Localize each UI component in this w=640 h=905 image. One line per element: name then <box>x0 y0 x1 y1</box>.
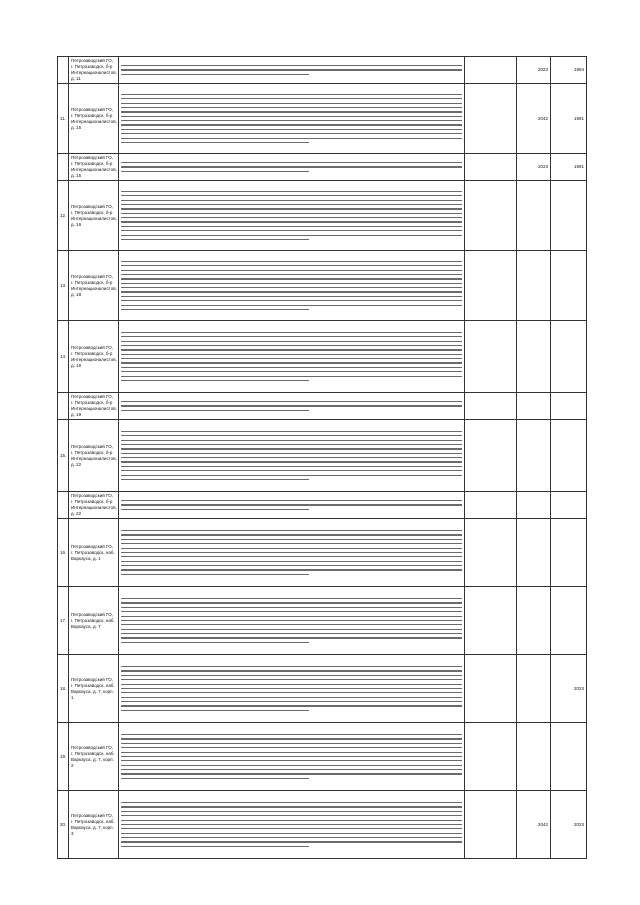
text-line <box>121 692 462 693</box>
code-cell <box>465 420 517 492</box>
text-line <box>121 470 462 471</box>
row-number-cell: 13. <box>58 251 69 321</box>
text-line <box>121 629 462 630</box>
text-line <box>121 846 309 847</box>
work-description-cell <box>119 492 465 519</box>
code-cell <box>465 181 517 251</box>
text-line <box>121 611 462 612</box>
year-built-cell: 1991 <box>551 154 587 181</box>
text-line <box>121 569 462 570</box>
year-built-cell <box>551 181 587 251</box>
text-line <box>121 217 462 218</box>
text-line <box>121 142 309 143</box>
year-planned-cell <box>517 251 551 321</box>
text-line <box>121 778 309 779</box>
text-line <box>121 684 462 685</box>
text-line <box>121 265 462 266</box>
text-line <box>121 457 462 458</box>
text-line <box>121 565 462 566</box>
text-line <box>121 504 462 505</box>
text-line <box>121 769 462 770</box>
code-cell <box>465 154 517 181</box>
row-number-cell: 20. <box>58 791 69 859</box>
code-cell <box>465 393 517 420</box>
row-number-cell <box>58 57 69 84</box>
text-line <box>121 747 462 748</box>
code-cell <box>465 84 517 154</box>
text-line <box>121 688 462 689</box>
text-line <box>121 291 462 292</box>
year-planned-cell: 2042 <box>517 791 551 859</box>
work-description-cell <box>119 251 465 321</box>
text-line <box>121 65 462 66</box>
text-line <box>121 820 462 821</box>
text-line <box>121 120 462 121</box>
text-line <box>121 376 462 377</box>
table-row <box>58 723 587 791</box>
year-planned-cell <box>517 393 551 420</box>
year-built-cell <box>551 321 587 393</box>
text-line <box>121 371 462 372</box>
row-number-cell: 12. <box>58 181 69 251</box>
row-number-cell <box>58 492 69 519</box>
text-line <box>121 98 462 99</box>
address-cell: Петрозаводский ГО, г. Петрозаводск, наб. Варкауса, д. 7, корп. 1 <box>69 655 119 723</box>
text-line <box>121 824 462 825</box>
address-cell: Петрозаводский ГО, г. Петрозаводск, б-р Интернационалистов, д. 19 <box>69 321 119 393</box>
text-line <box>121 204 462 205</box>
text-line <box>121 401 462 402</box>
address-cell: Петрозаводский ГО, г. Петрозаводск, наб. Варкауса, д. 7, корп. 3 <box>69 791 119 859</box>
text-line <box>121 116 462 117</box>
year-built-cell <box>551 587 587 655</box>
text-line <box>121 235 462 236</box>
text-line <box>121 239 309 240</box>
text-line <box>121 466 462 467</box>
text-line <box>121 287 462 288</box>
text-line <box>121 602 462 603</box>
year-planned-cell: 2023 <box>517 154 551 181</box>
table-row <box>58 84 587 154</box>
text-line <box>121 734 462 735</box>
register-table <box>57 56 587 859</box>
text-line <box>121 534 462 535</box>
row-number-cell <box>58 154 69 181</box>
text-line <box>121 705 462 706</box>
year-planned-cell <box>517 587 551 655</box>
text-line <box>121 624 462 625</box>
text-line <box>121 336 462 337</box>
text-line <box>121 74 309 75</box>
text-line <box>121 345 462 346</box>
work-description-cell <box>119 420 465 492</box>
work-description-cell <box>119 519 465 587</box>
row-number-cell <box>58 393 69 420</box>
year-built-cell <box>551 393 587 420</box>
address-cell: Петрозаводский ГО, г. Петрозаводск, б-р Интернационалистов, д. 18 <box>69 251 119 321</box>
text-line <box>121 270 462 271</box>
year-planned-cell <box>517 321 551 393</box>
address-cell: Петрозаводский ГО, г. Петрозаводск, б-р Интернационалистов, д. 19 <box>69 393 119 420</box>
text-line <box>121 124 462 125</box>
work-description-cell <box>119 587 465 655</box>
text-line <box>121 410 309 411</box>
table-row <box>58 492 587 519</box>
text-line <box>121 435 462 436</box>
text-line <box>121 440 462 441</box>
table-row <box>58 791 587 859</box>
text-line <box>121 675 462 676</box>
text-line <box>121 743 462 744</box>
code-cell <box>465 492 517 519</box>
text-line <box>121 367 462 368</box>
text-line <box>121 349 462 350</box>
text-line <box>121 107 462 108</box>
text-line <box>121 752 462 753</box>
code-cell <box>465 321 517 393</box>
work-description-cell <box>119 84 465 154</box>
text-line <box>121 358 462 359</box>
year-planned-cell <box>517 420 551 492</box>
text-line <box>121 138 462 139</box>
text-line <box>121 479 309 480</box>
row-number-cell: 15. <box>58 420 69 492</box>
row-number-cell: 14. <box>58 321 69 393</box>
table-row <box>58 57 587 84</box>
text-line <box>121 283 462 284</box>
text-line <box>121 841 462 842</box>
text-line <box>121 166 462 167</box>
text-line <box>121 200 462 201</box>
year-built-cell <box>551 492 587 519</box>
text-line <box>121 475 462 476</box>
text-line <box>121 171 309 172</box>
text-line <box>121 296 462 297</box>
text-line <box>121 574 309 575</box>
address-cell: Петрозаводский ГО, г. Петрозаводск, б-р Интернационалистов, д. 22 <box>69 420 119 492</box>
work-description-cell <box>119 655 465 723</box>
table-row <box>58 154 587 181</box>
text-line <box>121 607 462 608</box>
text-line <box>121 354 462 355</box>
text-line <box>121 738 462 739</box>
work-description-cell <box>119 791 465 859</box>
table-row <box>58 655 587 723</box>
text-line <box>121 548 462 549</box>
text-line <box>121 444 462 445</box>
address-cell: Петрозаводский ГО, г. Петрозаводск, б-р Интернационалистов, д. 16 <box>69 181 119 251</box>
text-line <box>121 828 462 829</box>
text-line <box>121 332 462 333</box>
row-number-cell: 18. <box>58 655 69 723</box>
text-line <box>121 195 462 196</box>
text-line <box>121 162 462 163</box>
text-line <box>121 756 462 757</box>
text-line <box>121 509 309 510</box>
text-line <box>121 453 462 454</box>
text-line <box>121 278 462 279</box>
text-line <box>121 111 462 112</box>
text-line <box>121 341 462 342</box>
text-line <box>121 556 462 557</box>
text-line <box>121 226 462 227</box>
text-line <box>121 710 309 711</box>
work-description-cell <box>119 181 465 251</box>
text-line <box>121 309 309 310</box>
table-row <box>58 251 587 321</box>
text-line <box>121 261 462 262</box>
text-line <box>121 552 462 553</box>
text-line <box>121 773 462 774</box>
code-cell <box>465 791 517 859</box>
address-cell: Петрозаводский ГО, г. Петрозаводск, наб. Варкауса, д. 7 <box>69 587 119 655</box>
year-planned-cell <box>517 492 551 519</box>
text-line <box>121 500 462 501</box>
text-line <box>121 405 462 406</box>
text-line <box>121 598 462 599</box>
text-line <box>121 833 462 834</box>
text-line <box>121 637 462 638</box>
address-cell: Петрозаводский ГО, г. Петрозаводск, наб. Варкауса, д. 7, корп. 2 <box>69 723 119 791</box>
text-line <box>121 806 462 807</box>
year-built-cell <box>551 251 587 321</box>
text-line <box>121 230 462 231</box>
address-cell: Петрозаводский ГО, г. Петрозаводск, б-р Интернационалистов, д. 15 <box>69 84 119 154</box>
code-cell <box>465 251 517 321</box>
text-line <box>121 530 462 531</box>
year-built-cell <box>551 519 587 587</box>
row-number-cell: 17. <box>58 587 69 655</box>
work-description-cell <box>119 723 465 791</box>
text-line <box>121 616 462 617</box>
register-table-body <box>58 57 587 859</box>
code-cell <box>465 57 517 84</box>
row-number-cell: 16. <box>58 519 69 587</box>
text-line <box>121 837 462 838</box>
year-planned-cell <box>517 181 551 251</box>
row-number-cell: 11. <box>58 84 69 154</box>
text-line <box>121 670 462 671</box>
text-line <box>121 191 462 192</box>
table-row <box>58 181 587 251</box>
text-line <box>121 208 462 209</box>
year-planned-cell: 2042 <box>517 84 551 154</box>
row-number-cell: 19. <box>58 723 69 791</box>
table-row <box>58 587 587 655</box>
address-cell: Петрозаводский ГО, г. Петрозаводск, б-р Интернационалистов, д. 15 <box>69 154 119 181</box>
text-line <box>121 69 462 70</box>
text-line <box>121 431 462 432</box>
text-line <box>121 300 462 301</box>
text-line <box>121 213 462 214</box>
text-line <box>121 133 462 134</box>
work-description-cell <box>119 321 465 393</box>
text-line <box>121 543 462 544</box>
text-line <box>121 620 462 621</box>
code-cell <box>465 723 517 791</box>
year-planned-cell: 2023 <box>517 57 551 84</box>
year-planned-cell <box>517 723 551 791</box>
text-line <box>121 561 462 562</box>
year-built-cell: 1984 <box>551 57 587 84</box>
table-row <box>58 519 587 587</box>
text-line <box>121 802 462 803</box>
year-built-cell: 1991 <box>551 84 587 154</box>
text-line <box>121 679 462 680</box>
code-cell <box>465 587 517 655</box>
table-row <box>58 420 587 492</box>
text-line <box>121 448 462 449</box>
text-line <box>121 811 462 812</box>
year-built-cell: 2023 <box>551 791 587 859</box>
text-line <box>121 642 309 643</box>
year-planned-cell <box>517 519 551 587</box>
text-line <box>121 633 462 634</box>
text-line <box>121 666 462 667</box>
address-cell: Петрозаводский ГО, г. Петрозаводск, б-р Интернационалистов, д. 11 <box>69 57 119 84</box>
text-line <box>121 94 462 95</box>
text-line <box>121 701 462 702</box>
text-line <box>121 305 462 306</box>
text-line <box>121 221 462 222</box>
text-line <box>121 129 462 130</box>
year-built-cell: 2023 <box>551 655 587 723</box>
work-description-cell <box>119 393 465 420</box>
text-line <box>121 760 462 761</box>
text-line <box>121 461 462 462</box>
address-cell: Петрозаводский ГО, г. Петрозаводск, наб. Варкауса, д. 1 <box>69 519 119 587</box>
year-built-cell <box>551 723 587 791</box>
work-description-cell <box>119 154 465 181</box>
table-row <box>58 393 587 420</box>
table-row <box>58 321 587 393</box>
text-line <box>121 815 462 816</box>
text-line <box>121 697 462 698</box>
code-cell <box>465 519 517 587</box>
text-line <box>121 103 462 104</box>
year-planned-cell <box>517 655 551 723</box>
text-line <box>121 765 462 766</box>
text-line <box>121 539 462 540</box>
text-line <box>121 380 309 381</box>
code-cell <box>465 655 517 723</box>
text-line <box>121 362 462 363</box>
year-built-cell <box>551 420 587 492</box>
work-description-cell <box>119 57 465 84</box>
text-line <box>121 274 462 275</box>
address-cell: Петрозаводский ГО, г. Петрозаводск, б-р Интернационалистов, д. 22 <box>69 492 119 519</box>
